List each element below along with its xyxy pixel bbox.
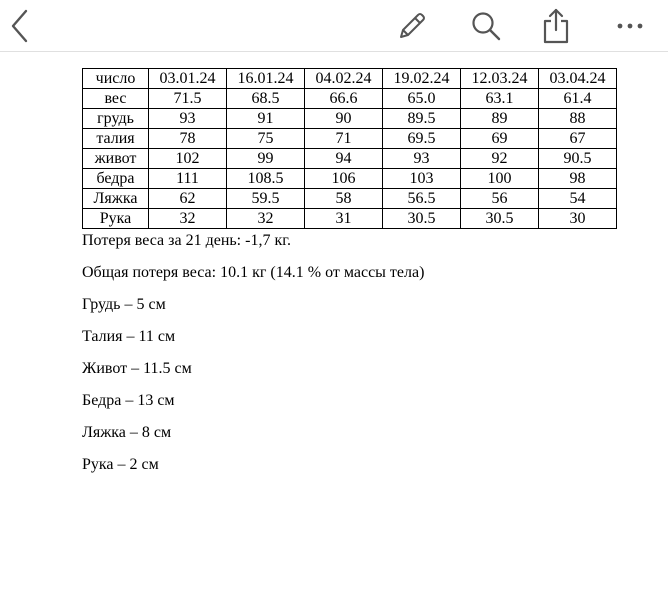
value-cell: 32 xyxy=(227,209,305,229)
value-cell: 90.5 xyxy=(539,149,617,169)
back-button[interactable] xyxy=(0,0,40,52)
value-cell: 30.5 xyxy=(461,209,539,229)
value-cell: 62 xyxy=(149,189,227,209)
value-cell: 61.4 xyxy=(539,89,617,109)
notes-block xyxy=(82,231,642,475)
value-cell: 59.5 xyxy=(227,189,305,209)
waist-loss: Талия – 11 см xyxy=(82,328,176,345)
value-cell: 68.5 xyxy=(227,89,305,109)
table-row xyxy=(83,169,617,189)
value-cell: 54 xyxy=(539,189,617,209)
value-cell: 78 xyxy=(149,129,227,149)
row-label-cell: Ляжка xyxy=(83,189,149,209)
date-cell: 04.02.24 xyxy=(305,69,383,89)
row-label-cell: бедра xyxy=(83,169,149,189)
chest-loss: Грудь – 5 см xyxy=(82,296,166,313)
value-cell: 66.6 xyxy=(305,89,383,109)
value-cell: 92 xyxy=(461,149,539,169)
total-weight-loss: Общая потеря веса: 10.1 кг (14.1 % от массы тела) xyxy=(82,264,425,281)
value-cell: 32 xyxy=(149,209,227,229)
share-button[interactable] xyxy=(534,0,578,52)
table-row xyxy=(83,209,617,229)
measurements-table xyxy=(82,68,617,229)
value-cell: 102 xyxy=(149,149,227,169)
value-cell: 31 xyxy=(305,209,383,229)
value-cell: 75 xyxy=(227,129,305,149)
table-header-row xyxy=(83,69,617,89)
top-toolbar xyxy=(0,0,668,52)
value-cell: 56.5 xyxy=(383,189,461,209)
table-row xyxy=(83,129,617,149)
weight-loss-21-days: Потеря веса за 21 день: -1,7 кг. xyxy=(82,232,291,249)
pencil-icon xyxy=(395,9,429,43)
value-cell: 89 xyxy=(461,109,539,129)
date-cell: 16.01.24 xyxy=(227,69,305,89)
arm-loss: Рука – 2 см xyxy=(82,456,159,473)
more-button[interactable] xyxy=(608,0,652,52)
value-cell: 89.5 xyxy=(383,109,461,129)
value-cell: 65.0 xyxy=(383,89,461,109)
date-cell: 03.04.24 xyxy=(539,69,617,89)
row-label-cell: живот xyxy=(83,149,149,169)
value-cell: 30.5 xyxy=(383,209,461,229)
value-cell: 56 xyxy=(461,189,539,209)
date-cell: 12.03.24 xyxy=(461,69,539,89)
value-cell: 103 xyxy=(383,169,461,189)
value-cell: 67 xyxy=(539,129,617,149)
table-row xyxy=(83,189,617,209)
back-chevron-icon xyxy=(10,9,30,43)
value-cell: 69.5 xyxy=(383,129,461,149)
row-label-cell: Рука xyxy=(83,209,149,229)
value-cell: 91 xyxy=(227,109,305,129)
row-label-cell: грудь xyxy=(83,109,149,129)
document-page xyxy=(82,68,642,475)
table-row xyxy=(83,149,617,169)
belly-loss: Живот – 11.5 см xyxy=(82,360,192,377)
header-label-cell: число xyxy=(83,69,149,89)
row-label-cell: вес xyxy=(83,89,149,109)
more-icon xyxy=(615,21,645,31)
value-cell: 93 xyxy=(149,109,227,129)
share-icon xyxy=(540,8,572,44)
value-cell: 71.5 xyxy=(149,89,227,109)
value-cell: 99 xyxy=(227,149,305,169)
value-cell: 69 xyxy=(461,129,539,149)
thigh-loss: Ляжка – 8 см xyxy=(82,424,172,441)
date-cell: 03.01.24 xyxy=(149,69,227,89)
value-cell: 58 xyxy=(305,189,383,209)
value-cell: 30 xyxy=(539,209,617,229)
date-cell: 19.02.24 xyxy=(383,69,461,89)
table-row xyxy=(83,109,617,129)
value-cell: 100 xyxy=(461,169,539,189)
edit-button[interactable] xyxy=(390,0,434,52)
table-row xyxy=(83,89,617,109)
search-button[interactable] xyxy=(464,0,508,52)
value-cell: 106 xyxy=(305,169,383,189)
value-cell: 111 xyxy=(149,169,227,189)
row-label-cell: талия xyxy=(83,129,149,149)
value-cell: 93 xyxy=(383,149,461,169)
value-cell: 108.5 xyxy=(227,169,305,189)
value-cell: 88 xyxy=(539,109,617,129)
value-cell: 94 xyxy=(305,149,383,169)
search-icon xyxy=(470,10,502,42)
value-cell: 90 xyxy=(305,109,383,129)
value-cell: 71 xyxy=(305,129,383,149)
value-cell: 98 xyxy=(539,169,617,189)
value-cell: 63.1 xyxy=(461,89,539,109)
hips-loss: Бедра – 13 см xyxy=(82,392,175,409)
